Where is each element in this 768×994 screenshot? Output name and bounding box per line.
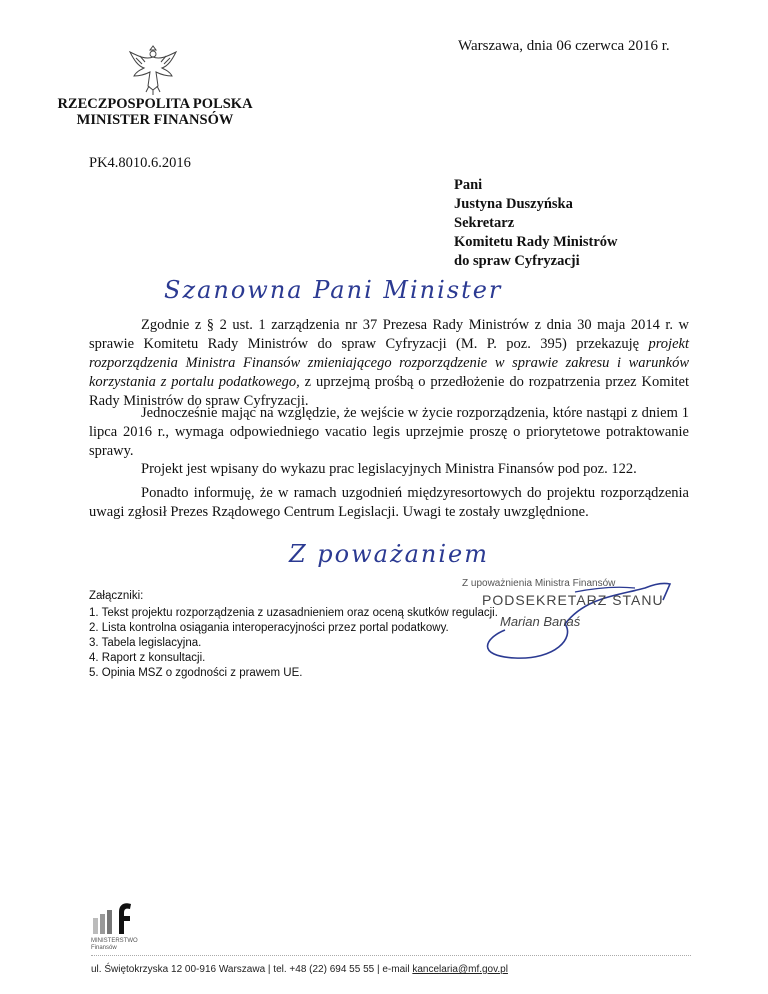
footer-address: ul. Świętokrzyska 12 00-916 Warszawa | tel. +48 (22) 694 55 55 | e-mail <box>91 964 413 975</box>
stamp-authorization: Z upoważnienia Ministra Finansów <box>462 578 616 589</box>
handwritten-closing: Z poważaniem <box>289 540 490 568</box>
attachment-item: 3. Tabela legislacyjna. <box>89 637 202 649</box>
logo-caption-line2: Finansów <box>91 945 117 951</box>
footer-contact <box>91 964 508 975</box>
recipient-block <box>454 176 618 271</box>
footer-email-link[interactable]: kancelaria@mf.gov.pl <box>412 964 508 975</box>
polish-eagle-icon <box>126 40 180 96</box>
reference-number: PK4.8010.6.2016 <box>89 155 191 171</box>
p1-text-b: z uprzejmą prośbą o przedłożenie do rozpatrzenia przez Komitet Rady Ministrów do spraw Cyfryzacji. <box>89 374 689 409</box>
attachment-item: 2. Lista kontrolna osiągania interoperacyjności przez portal podatkowy. <box>89 622 449 634</box>
attachments-list <box>89 606 498 681</box>
issuer-country: RZECZPOSPOLITA POLSKA <box>57 96 253 112</box>
attachment-item: 4. Raport z konsultacji. <box>89 652 206 664</box>
issuer-office: MINISTER FINANSÓW <box>76 112 234 128</box>
issuer-block <box>55 96 255 128</box>
body-paragraph-3: Projekt jest wpisany do wykazu prac legislacyjnych Ministra Finansów pod poz. 122. <box>141 461 637 477</box>
attachment-item: 5. Opinia MSZ o zgodności z prawem UE. <box>89 667 303 679</box>
logo-caption <box>91 938 138 952</box>
letter-date: Warszawa, dnia 06 czerwca 2016 r. <box>458 38 670 54</box>
handwritten-salutation: Szanowna Pani Minister <box>164 276 503 304</box>
recipient-line: Sekretarz <box>454 215 515 231</box>
footer-divider <box>91 955 691 956</box>
p1-text-a: Zgodnie z § 2 ust. 1 zarządzenia nr 37 Prezesa Rady Ministrów z dnia 30 maja 2014 r. w sprawie Komitetu Rady Ministrów do spraw Cyfryzacji (M. P. poz. 395) przekazuję <box>89 317 689 352</box>
attachments-title: Załączniki: <box>89 590 144 602</box>
stamp-name: Marian Banaś <box>500 614 581 629</box>
recipient-line: do spraw Cyfryzacji <box>454 253 580 269</box>
body-paragraph-2: Jednocześnie mając na względzie, że wejście w życie rozporządzenia, które nastąpi z dniem 1 lipca 2016 r., wymaga odpowiedniego vacatio legis uprzejmie proszę o priorytetowe potraktowanie sprawy. <box>89 405 689 459</box>
p1-text-italic: projekt rozporządzenia Ministra Finansów zmieniającego rozporządzenie w sprawie zakresu i warunków korzystania z portalu podatkowego, <box>89 336 689 390</box>
recipient-line: Pani <box>454 177 483 193</box>
attachment-item: 1. Tekst projektu rozporządzenia z uzasadnieniem oraz oceną skutków regulacji. <box>89 607 498 619</box>
logo-caption-line1: MINISTERSTWO <box>91 938 138 944</box>
body-paragraph-4: Ponadto informuję, że w ramach uzgodnień międzyresortowych do projektu rozporządzenia uwagi zgłosił Prezes Rządowego Centrum Legislacji. Uwagi te zostały uwzględnione. <box>89 485 689 520</box>
recipient-line: Komitetu Rady Ministrów <box>454 234 618 250</box>
body-paragraph-1 <box>89 316 689 411</box>
recipient-line: Justyna Duszyńska <box>454 196 573 212</box>
stamp-title: PODSEKRETARZ STANU <box>482 592 664 608</box>
mf-logo-icon <box>91 900 135 936</box>
